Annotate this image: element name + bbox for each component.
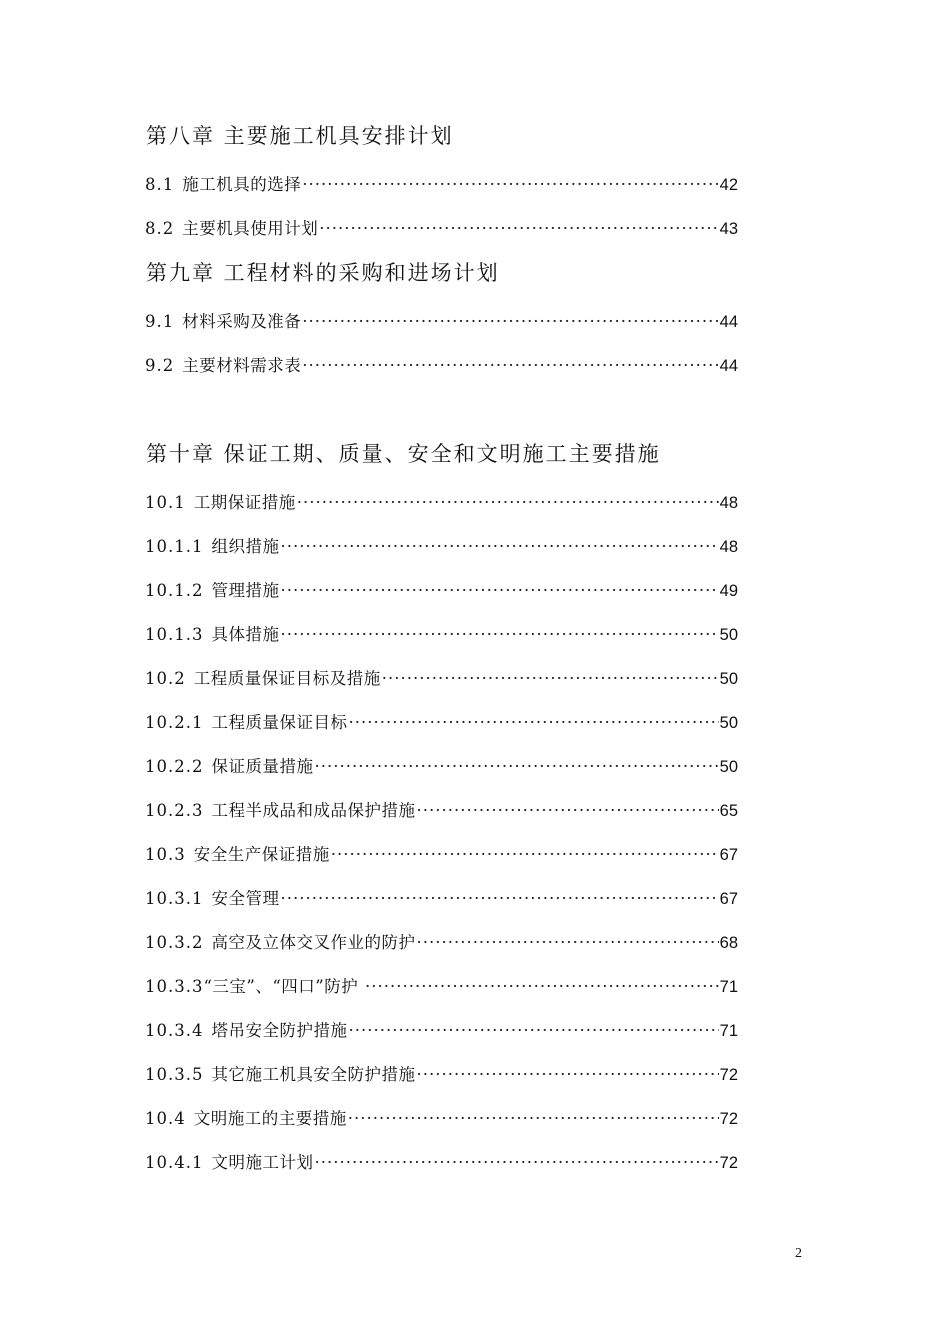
toc-entry[interactable] [145,536,738,558]
entry-title: 工程质量保证目标 [211,713,348,732]
entry-number: 10.3 [145,845,186,864]
entry-page: 44 [719,313,738,331]
entry-page: 72 [719,1066,738,1084]
entry-number: 10.2.3 [145,801,204,820]
entry-page: 44 [719,357,738,375]
entry-page: 68 [719,934,738,952]
entry-number: 8.1 [145,175,175,194]
toc-entry[interactable] [145,888,738,910]
toc-entry[interactable] [145,1020,738,1042]
dot-leader [416,1064,718,1086]
entry-title: 主要机具使用计划 [182,219,319,238]
entry-number: 10.4 [145,1109,186,1128]
entry-page: 71 [719,1022,738,1040]
entry-title: 具体措施 [211,625,280,644]
dot-leader [280,624,718,646]
dot-leader [348,712,718,734]
entry-number: 10.1.1 [145,537,204,556]
dot-leader [382,668,719,690]
dot-leader [280,580,718,602]
page-number: 2 [795,1246,802,1261]
toc-entry[interactable] [145,1064,738,1086]
dot-leader [297,492,719,514]
toc-entry[interactable] [145,580,738,602]
toc-entry[interactable] [145,800,738,822]
entry-title: 工程质量保证目标及措施 [193,669,381,688]
chapter-9-heading: 第九章 工程材料的采购和进场计划 [146,261,500,285]
entry-number: 8.2 [145,219,175,238]
entry-title: “三宝”、“四口”防护 [203,977,364,996]
entry-number: 10.2 [145,669,186,688]
dot-leader [416,932,718,954]
dot-leader [280,888,718,910]
dot-leader [319,218,718,240]
toc-entry[interactable] [145,668,738,690]
entry-page: 65 [719,802,738,820]
entry-number: 10.1.3 [145,625,204,644]
entry-page: 50 [719,670,738,688]
toc-entry[interactable] [145,1152,738,1174]
dot-leader [302,311,718,333]
entry-title: 施工机具的选择 [182,175,302,194]
entry-page: 49 [719,582,738,600]
entry-number: 9.1 [145,312,175,331]
entry-page: 48 [719,494,738,512]
entry-number: 10.1 [145,493,186,512]
toc-entry[interactable] [145,932,738,954]
entry-title: 文明施工计划 [211,1153,314,1172]
entry-page: 50 [719,714,738,732]
entry-number: 9.2 [145,356,175,375]
dot-leader [348,1020,718,1042]
chapter-8-heading: 第八章 主要施工机具安排计划 [146,124,454,148]
toc-entry[interactable] [145,624,738,646]
toc-entry[interactable] [145,976,738,998]
entry-number: 10.3.3 [145,977,204,996]
entry-title: 安全生产保证措施 [193,845,330,864]
dot-leader [280,536,718,558]
entry-page: 72 [719,1110,738,1128]
entry-page: 50 [719,626,738,644]
dot-leader [302,355,718,377]
dot-leader [302,174,718,196]
dot-leader [365,976,719,998]
entry-title: 高空及立体交叉作业的防护 [211,933,416,952]
entry-title: 安全管理 [211,889,280,908]
entry-page: 50 [719,758,738,776]
entry-number: 10.3.5 [145,1065,204,1084]
toc-entry[interactable] [145,218,738,240]
entry-number: 10.3.1 [145,889,204,908]
entry-title: 管理措施 [211,581,280,600]
toc-entry[interactable] [145,174,738,196]
dot-leader [331,844,719,866]
entry-page: 67 [719,890,738,908]
entry-title: 塔吊安全防护措施 [211,1021,348,1040]
dot-leader [416,800,718,822]
toc-entry[interactable] [145,355,738,377]
toc-entry[interactable] [145,844,738,866]
entry-page: 72 [719,1154,738,1172]
dot-leader [314,756,718,778]
toc-entry[interactable] [145,492,738,514]
entry-number: 10.2.2 [145,757,204,776]
entry-number: 10.4.1 [145,1153,204,1172]
entry-number: 10.3.4 [145,1021,204,1040]
entry-page: 71 [719,978,738,996]
dot-leader [348,1108,719,1130]
entry-title: 文明施工的主要措施 [193,1109,347,1128]
entry-page: 67 [719,846,738,864]
toc-entry[interactable] [145,712,738,734]
dot-leader [314,1152,718,1174]
entry-number: 10.2.1 [145,713,204,732]
entry-title: 组织措施 [211,537,280,556]
entry-title: 主要材料需求表 [182,356,302,375]
toc-entry[interactable] [145,1108,738,1130]
entry-title: 材料采购及准备 [182,312,302,331]
entry-title: 保证质量措施 [211,757,314,776]
toc-entry[interactable] [145,756,738,778]
entry-page: 48 [719,538,738,556]
entry-page: 43 [719,220,738,238]
entry-page: 42 [719,176,738,194]
chapter-10-heading: 第十章 保证工期、质量、安全和文明施工主要措施 [146,442,661,466]
entry-number: 10.1.2 [145,581,204,600]
entry-number: 10.3.2 [145,933,204,952]
entry-title: 工期保证措施 [193,493,296,512]
entry-title: 其它施工机具安全防护措施 [211,1065,416,1084]
entry-title: 工程半成品和成品保护措施 [211,801,416,820]
toc-entry[interactable] [145,311,738,333]
